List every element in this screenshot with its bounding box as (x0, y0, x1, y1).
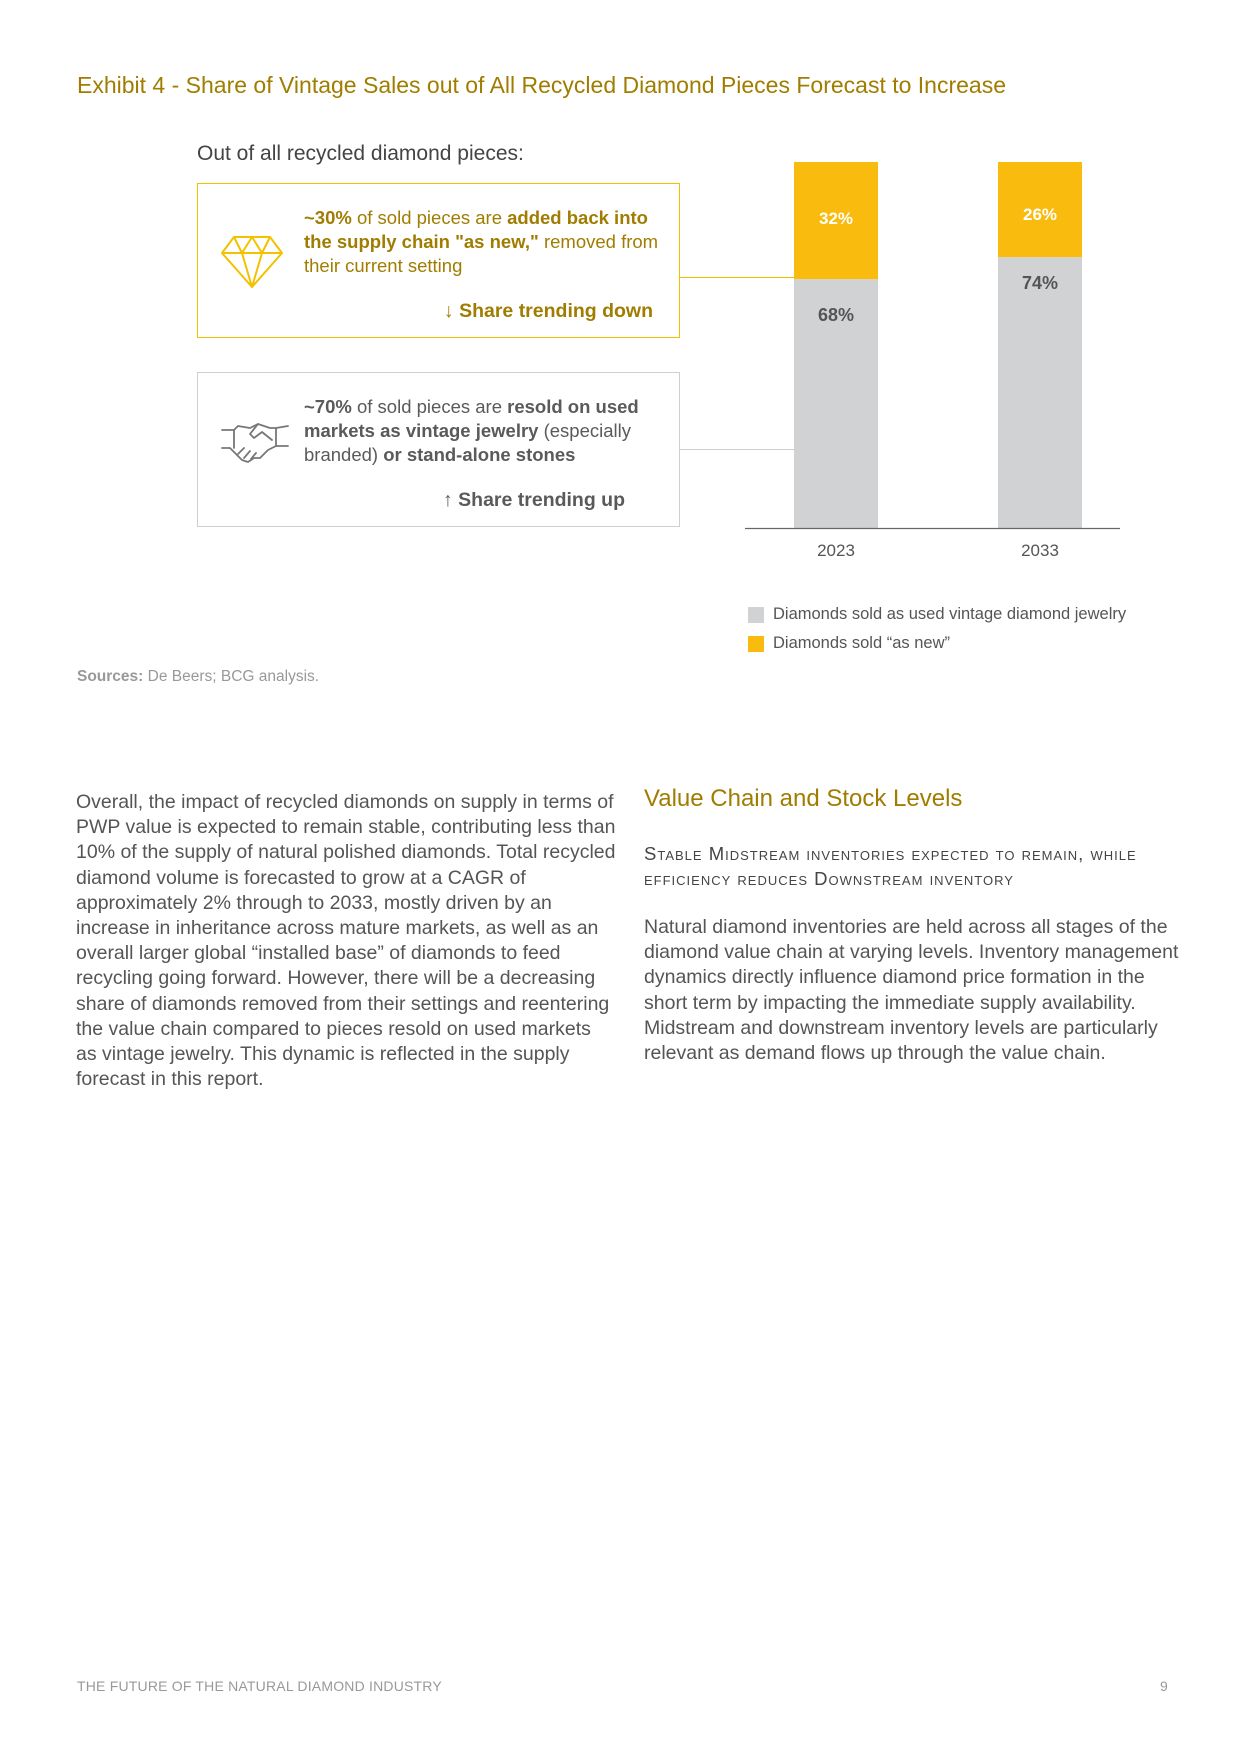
vintage-callout-box (197, 372, 680, 527)
data-label-2023-vintage: 68% (817, 305, 855, 326)
vintage-description: ~70% of sold pieces are resold on used markets as vintage jewelry (especially branded) or stand-alone stones (304, 396, 639, 465)
as-new-callout-box (197, 183, 680, 338)
section-title: Value Chain and Stock Levels (644, 785, 963, 812)
x-tick-label-2033: 2033 (1021, 541, 1059, 560)
as-new-description: ~30% of sold pieces are added back into the supply chain "as new," removed from their current setting (304, 207, 659, 276)
data-label-2023-as-new: 32% (818, 209, 854, 228)
legend-swatch-vintage (748, 607, 764, 623)
legend-label-vintage: Diamonds sold as used vintage diamond jewelry (773, 605, 1127, 623)
legend-item-as-new (748, 629, 1126, 658)
page-number: 9 (1160, 1678, 1168, 1694)
body-paragraph-right: Natural diamond inventories are held across all stages of the diamond value chain at varying levels. Inventory management dynamics directly influence diamond price formation in the short term by impacting the immediate supply availability. Midstream and downstream inventory levels are particularly relevant as demand flows up through the value chain. (644, 916, 1179, 1065)
sources-note: Sources: De Beers; BCG analysis. (77, 668, 320, 685)
data-label-2033-vintage: 74% (1021, 273, 1059, 294)
bar-2033-vintage (998, 257, 1082, 528)
footer-title: THE FUTURE OF THE NATURAL DIAMOND INDUSTRY (77, 1678, 442, 1694)
chart-intro: Out of all recycled diamond pieces: (197, 142, 524, 165)
legend-swatch-as-new (748, 636, 764, 652)
body-paragraph-left: Overall, the impact of recycled diamonds on supply in terms of PWP value is expected to remain stable, contributing less than 10% of the supply of natural polished diamonds. Total recycled diamond volume is forecasted to grow at a CAGR of approximately 2% through to 2033, mostly driven by an increase in inheritance across mature markets, as well as an overall larger global “installed base” of diamonds to feed recycling going forward. However, there will be a decreasing share of diamonds removed from their settings and reentering the value chain compared to pieces resold on used markets as vintage jewelry. This dynamic is reflected in the supply forecast in this report. (76, 791, 616, 1091)
chart-legend (748, 600, 1126, 658)
data-label-2033-as-new: 26% (1022, 205, 1058, 224)
exhibit-title: Exhibit 4 - Share of Vintage Sales out of All Recycled Diamond Pieces Forecast to Increase (77, 72, 1007, 98)
handshake-icon (220, 418, 290, 473)
trend-down-label: ↓ Share trending down (443, 300, 653, 322)
legend-label-as-new: Diamonds sold “as new” (773, 634, 950, 652)
stacked-bar-chart (745, 160, 1135, 570)
trend-up-label: ↑ Share trending up (442, 489, 625, 511)
diamond-icon (220, 234, 284, 295)
legend-item-vintage (748, 600, 1126, 629)
x-tick-label-2023: 2023 (817, 541, 855, 560)
section-subheading: Stable Midstream inventories expected to remain, while efficiency reduces Downstream inventory (644, 843, 1137, 889)
